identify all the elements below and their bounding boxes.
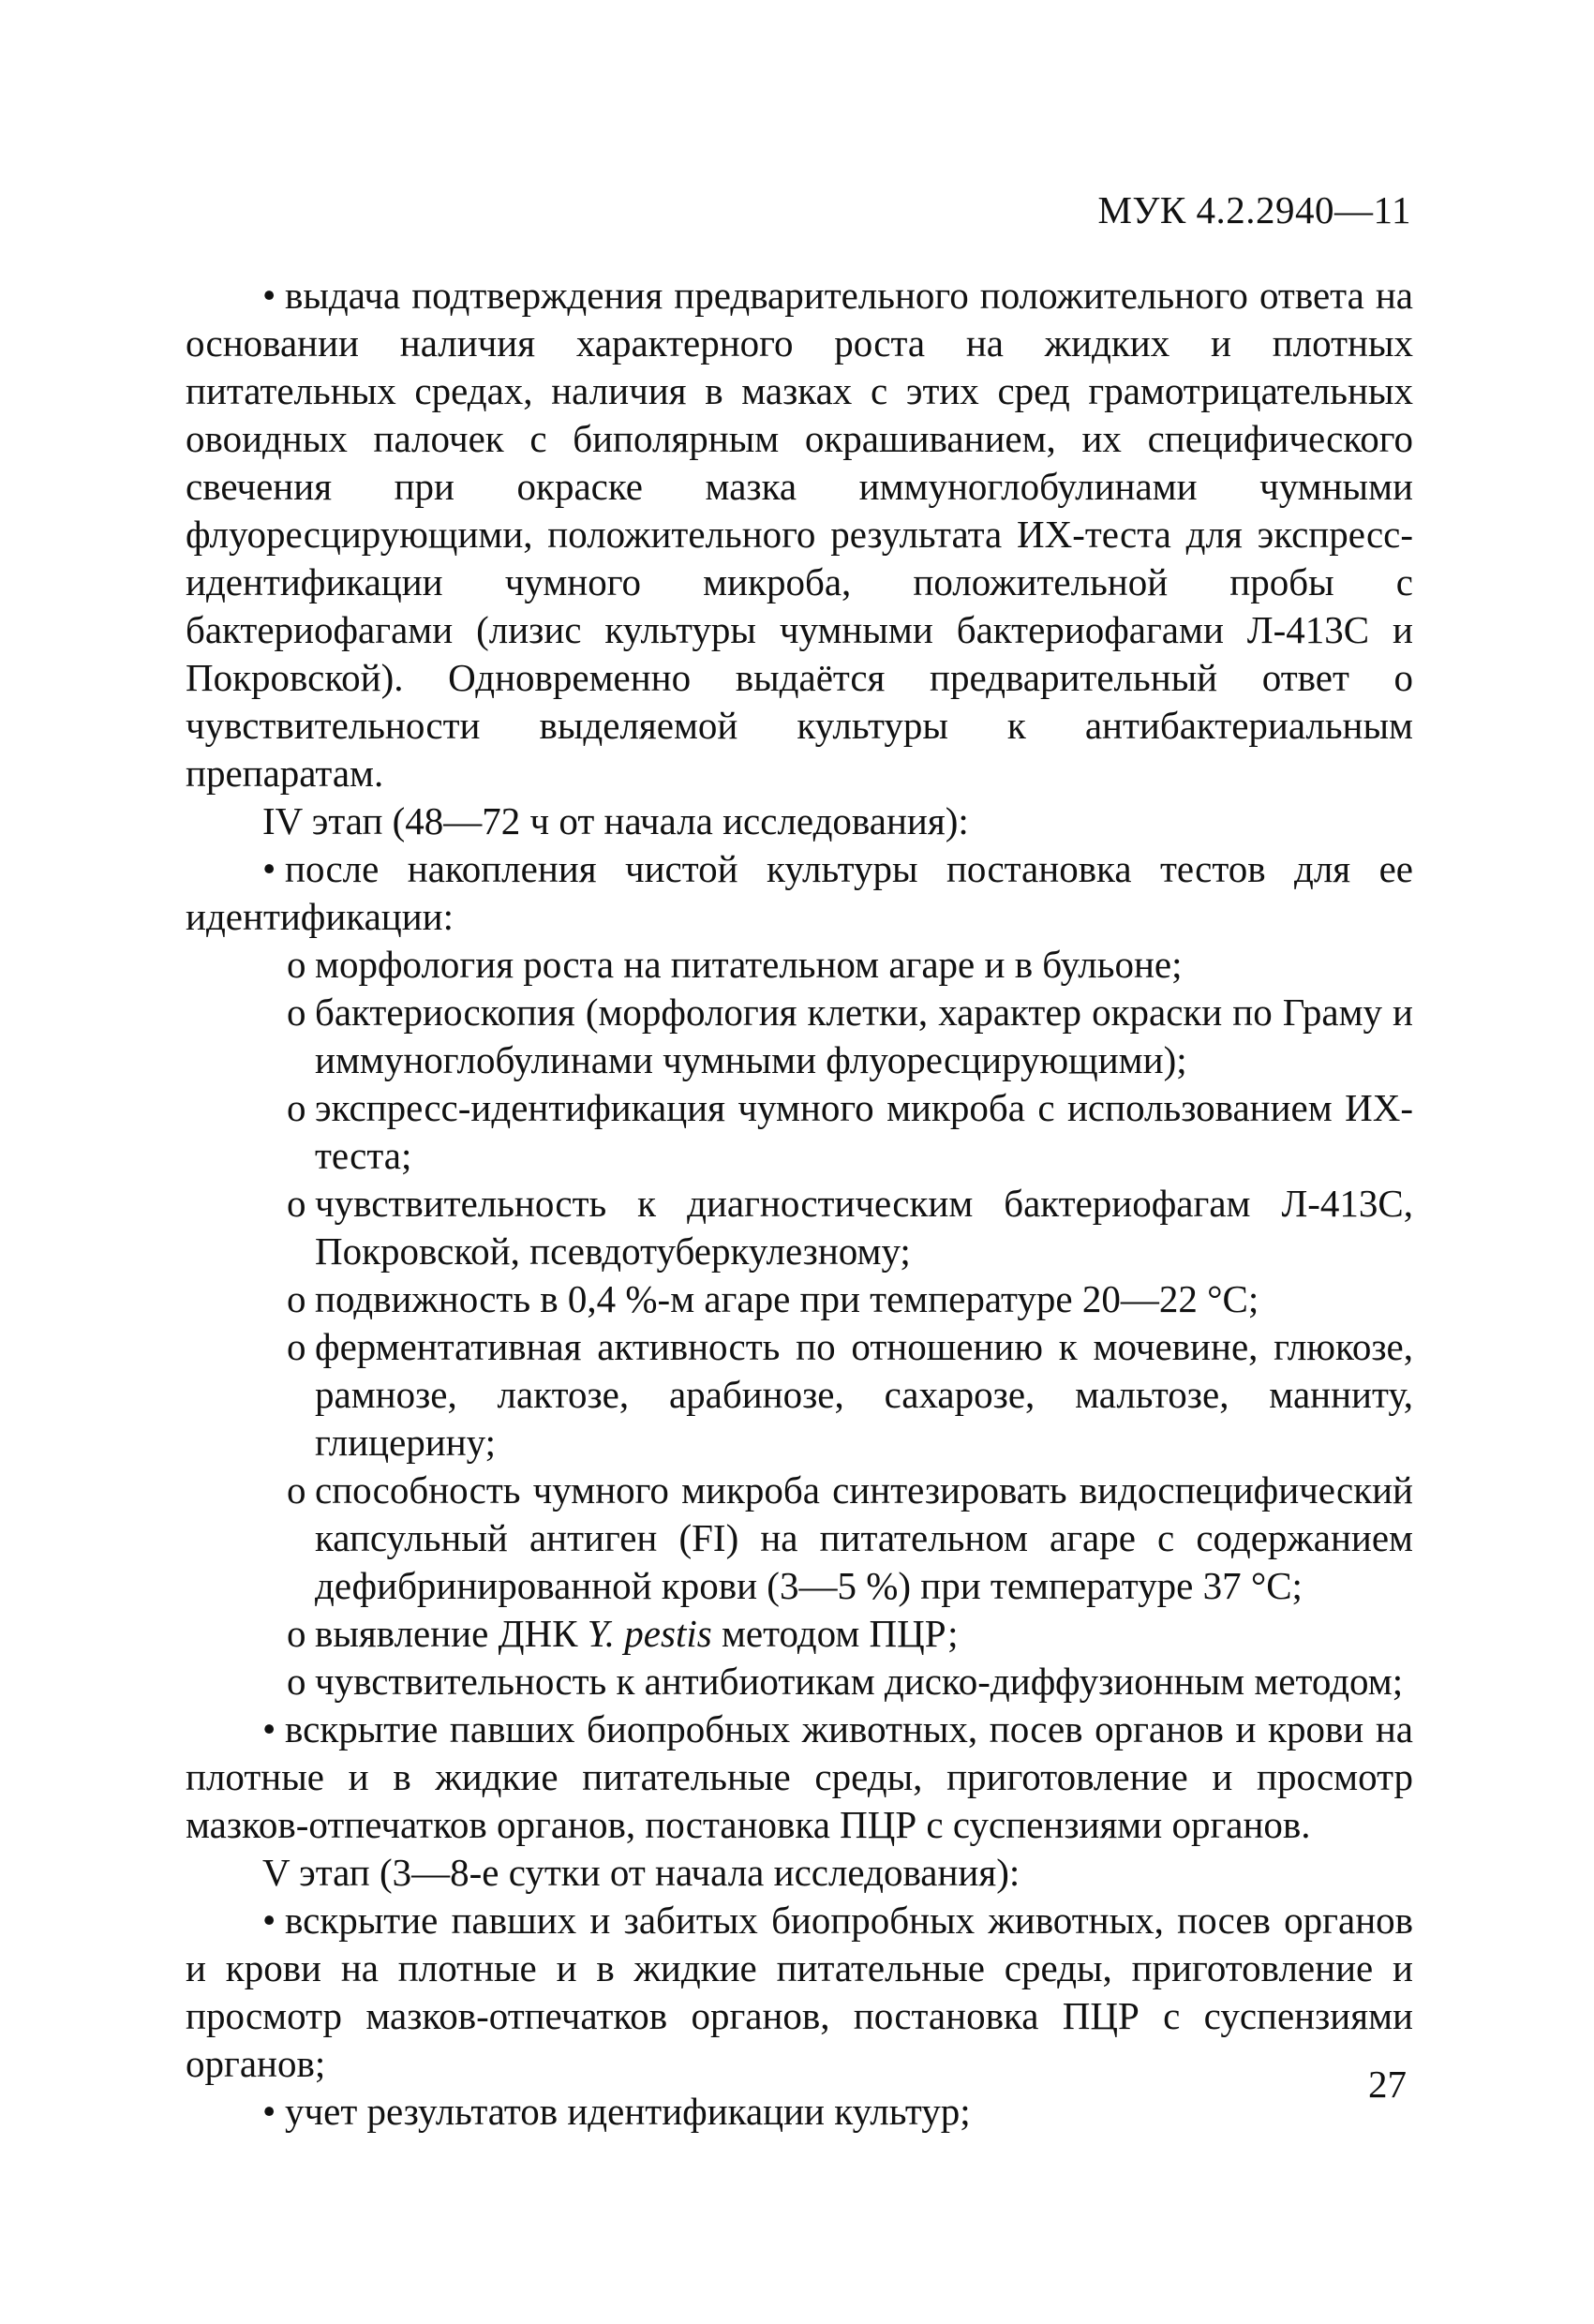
circle-bullet-icon: o (287, 1468, 306, 1512)
subitem-text-suffix: методом ПЦР; (711, 1612, 959, 1655)
document-code: МУК 4.2.2940—11 (1097, 188, 1411, 231)
subitem-text: морфология роста на питательном агаре и в бульоне; (315, 943, 1183, 986)
bullet-icon: • (262, 274, 276, 317)
circle-bullet-icon: o (287, 943, 306, 986)
circle-bullet-icon: o (287, 1660, 306, 1703)
subitem-motility (186, 1275, 1413, 1323)
bullet-icon: • (262, 2090, 276, 2133)
page-number: 27 (1368, 2063, 1407, 2106)
subitem-growth-morphology (186, 941, 1413, 989)
subitem-text: бактериоскопия (морфология клетки, характер окраски по Граму и иммуноглобулинами чумными флуоресцирующими); (315, 991, 1413, 1081)
bullet-paragraph-identification-tests (186, 845, 1413, 941)
stage-iv-heading: IV этап (48—72 ч от начала исследования): (262, 799, 969, 842)
page-body (186, 272, 1413, 2136)
paragraph-text: после накопления чистой культуры постановка тестов для ее идентификации: (186, 847, 1413, 938)
stage-v-heading: V этап (3—8-е сутки от начала исследования): (262, 1851, 1020, 1894)
subitem-bacterioscopy (186, 989, 1413, 1084)
subitem-text: чувствительность к диагностическим бактериофагам Л-413С, Покровской, псевдотуберкулезному; (315, 1182, 1413, 1273)
circle-bullet-icon: o (287, 1086, 306, 1129)
bullet-icon: • (262, 1707, 276, 1750)
paragraph-text: учет результатов идентификации культур; (285, 2090, 971, 2133)
circle-bullet-icon: o (287, 1277, 306, 1320)
subitem-text: подвижность в 0,4 %-м агаре при температуре 20—22 °С; (315, 1277, 1259, 1320)
bullet-icon: • (262, 847, 276, 890)
bullet-paragraph-autopsy (186, 1706, 1413, 1849)
subitem-antibiotic-sensitivity (186, 1658, 1413, 1706)
circle-bullet-icon: o (287, 1612, 306, 1655)
circle-bullet-icon: o (287, 991, 306, 1034)
bullet-icon: • (262, 1899, 276, 1942)
paragraph-text: вскрытие павших биопробных животных, посев органов и крови на плотные и в жидкие питательные среды, приготовление и просмотр мазков-отпечатков органов, постановка ПЦР с суспензиями органов. (186, 1707, 1413, 1846)
subitem-express-identification (186, 1084, 1413, 1180)
bullet-paragraph-preliminary-answer (186, 272, 1413, 797)
paragraph-text: выдача подтверждения предварительного положительного ответа на основании наличия характерного роста на жидких и плотных питательных средах, наличия в мазках с этих сред грамотрицательных овоидных палочек с биполярным окрашиванием, их специфического свечения при окраске мазка иммуноглобулинами чумными флуоресцирующими, положительного результата ИХ-теста для экспресс-идентификации чумного микроба, положительной пробы с бактериофагами (лизис культуры чумными бактериофагами Л-413С и Покровской). Одновременно выдаётся предварительный ответ о чувствительности выделяемой культуры к антибактериальным препаратам. (186, 274, 1413, 795)
subitem-text: экспресс-идентификация чумного микроба с использованием ИХ-теста; (315, 1086, 1413, 1177)
subitem-dna-detection (186, 1610, 1413, 1658)
bullet-paragraph-results (186, 2088, 1413, 2136)
subitem-text: способность чумного микроба синтезировать видоспецифический капсульный антиген (FI) на питательном агаре с содержанием дефибринированной крови (3—5 %) при температуре 37 °С; (315, 1468, 1413, 1607)
circle-bullet-icon: o (287, 1182, 306, 1225)
subitem-text-prefix: выявление ДНК (315, 1612, 588, 1655)
subitem-text: чувствительность к антибиотикам диско-диффузионным методом; (315, 1660, 1404, 1703)
bullet-paragraph-autopsy-slaughtered (186, 1897, 1413, 2088)
circle-bullet-icon: o (287, 1325, 306, 1368)
subitem-capsular-antigen (186, 1467, 1413, 1610)
subitem-bacteriophage-sensitivity (186, 1180, 1413, 1275)
subitem-enzymatic-activity (186, 1323, 1413, 1467)
species-name: Y. pestis (587, 1612, 712, 1655)
paragraph-text: вскрытие павших и забитых биопробных животных, посев органов и крови на плотные и в жидкие питательные среды, приготовление и просмотр мазков-отпечатков органов, постановка ПЦР с суспензиями органов; (186, 1899, 1413, 2085)
subitem-text: ферментативная активность по отношению к мочевине, глюкозе, рамнозе, лактозе, арабинозе, сахарозе, мальтозе, манниту, глицерину; (315, 1325, 1413, 1464)
